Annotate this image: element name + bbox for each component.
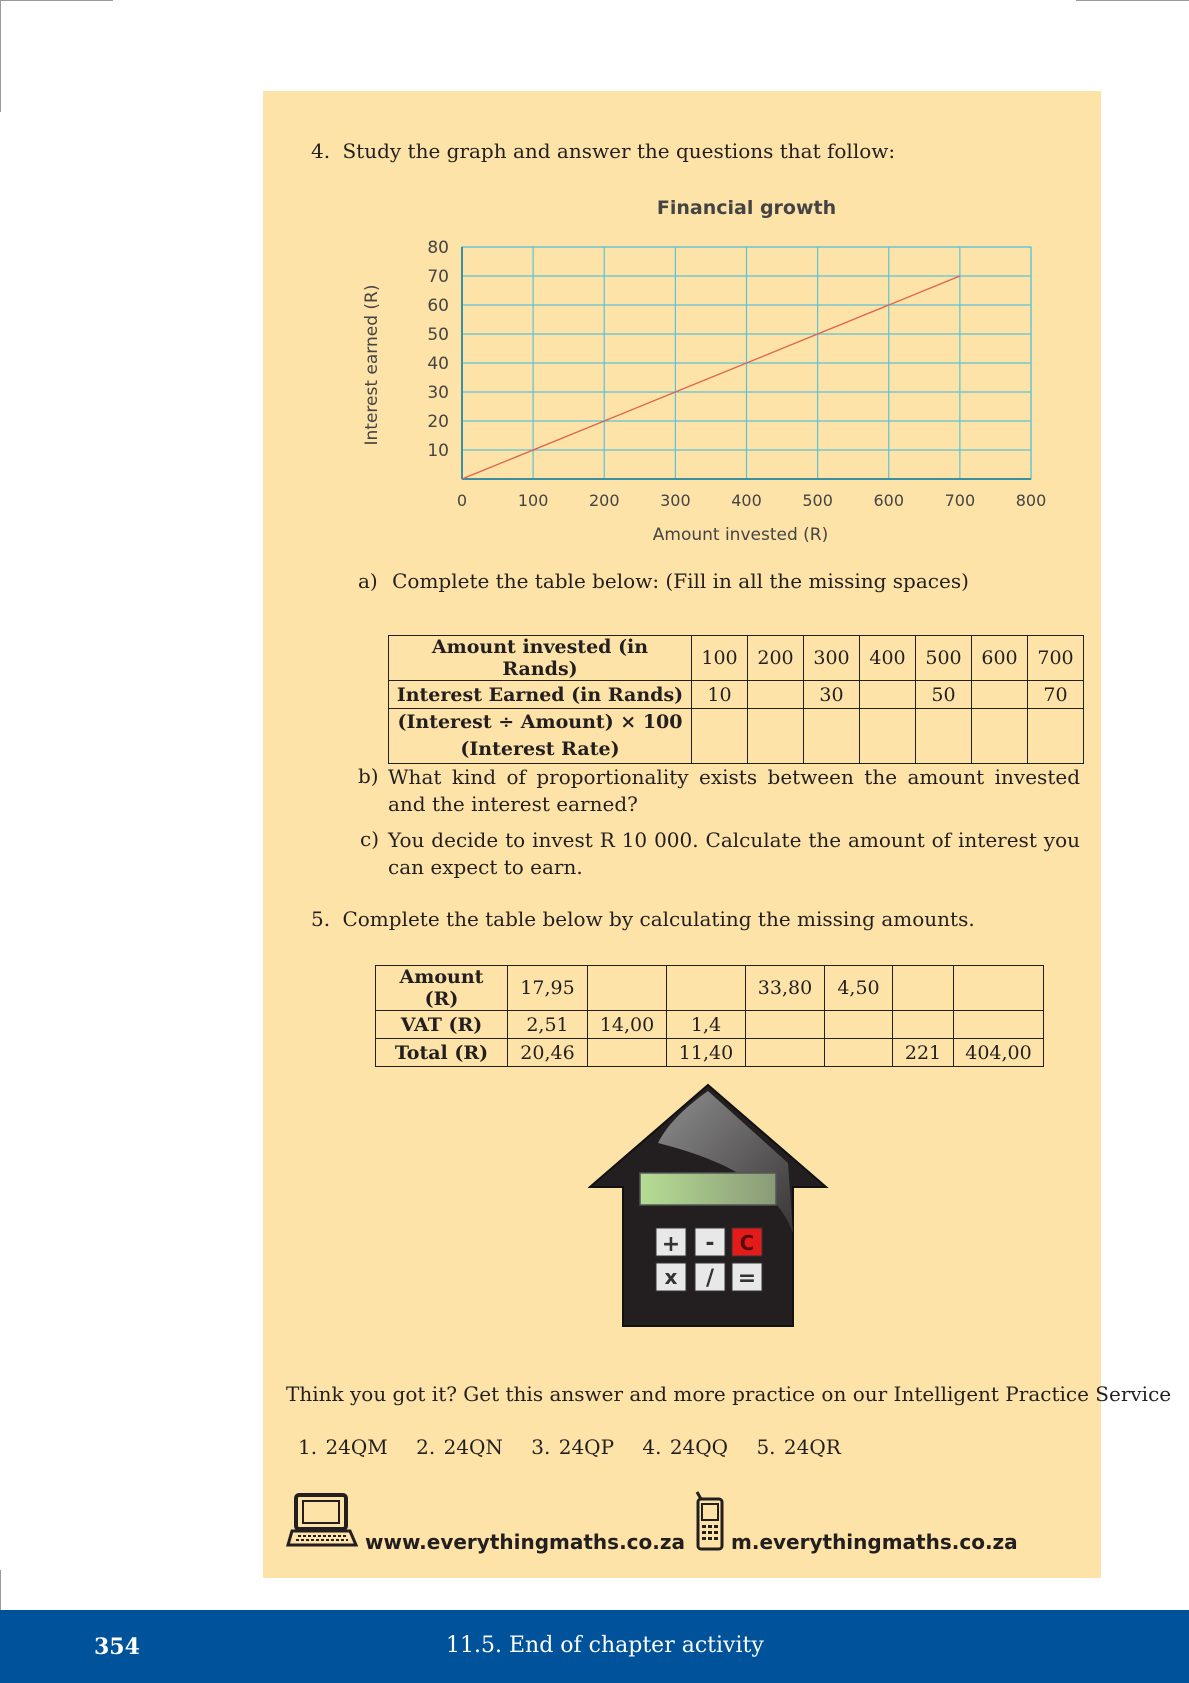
x-tick-label: 0 (456, 491, 468, 510)
x-tick-label: 500 (802, 491, 833, 510)
y-tick-label: 50 (427, 325, 449, 345)
table-cell: 100 (692, 636, 748, 681)
row-header: Amount (R) (376, 966, 508, 1011)
table-row (376, 1011, 1044, 1039)
table-cell: 200 (748, 636, 804, 681)
part-label: c) (360, 827, 380, 851)
laptop-icon (286, 1493, 358, 1549)
x-tick-label: 100 (517, 491, 549, 510)
practice-codes (298, 1435, 841, 1459)
question-number: 5. (311, 907, 331, 931)
table-cell: 11,40 (667, 1039, 746, 1067)
section-title: 11.5. End of chapter activity (446, 1633, 764, 1658)
table-cell: 404,00 (954, 1039, 1044, 1067)
y-tick-label: 70 (427, 267, 449, 287)
row-header-line: (Interest ÷ Amount) × 100 (397, 711, 683, 733)
table-cell: 4,50 (825, 966, 893, 1011)
question-number: 4. (311, 139, 331, 163)
crop-mark (0, 0, 113, 1)
x-tick-label: 600 (873, 491, 905, 510)
y-tick-label: 60 (427, 296, 449, 316)
question-5 (311, 907, 975, 931)
crop-mark (0, 0, 1, 112)
table-cell (825, 1011, 893, 1039)
x-tick-label: 300 (660, 491, 691, 510)
table-cell (972, 681, 1028, 709)
table-cell: 600 (972, 636, 1028, 681)
calc-key: / (705, 1266, 715, 1291)
table-cell: 500 (916, 636, 972, 681)
table-row (376, 966, 1044, 1011)
table-cell (748, 709, 804, 764)
crop-mark (0, 1570, 1, 1610)
practice-code: 5. 24QR (756, 1435, 841, 1459)
y-tick-label: 30 (427, 383, 449, 403)
question-4 (311, 139, 895, 163)
table-cell (1028, 709, 1084, 764)
y-tick-label: 40 (427, 354, 449, 374)
calc-key: - (705, 1231, 715, 1256)
financial-growth-chart (355, 190, 1055, 545)
part-text: What kind of proportionality exists between the amount invested and the interest earned? (388, 765, 1080, 816)
calc-key: + (661, 1232, 681, 1257)
table-cell: 221 (893, 1039, 954, 1067)
web-link[interactable]: www.everythingmaths.co.za (365, 1530, 685, 1554)
part-label: a) (358, 569, 378, 593)
row-header: Amount invested (in Rands) (389, 636, 692, 681)
x-tick-label: 800 (1015, 491, 1047, 510)
practice-text: Think you got it? Get this answer and more practice on our Intelligent Practice Service (286, 1382, 1172, 1406)
table-cell: 50 (916, 681, 972, 709)
y-tick-label: 80 (427, 238, 449, 258)
y-tick-label: 20 (427, 412, 449, 432)
part-label: b) (358, 764, 379, 788)
table-cell (746, 1011, 825, 1039)
row-header: Total (R) (376, 1039, 508, 1067)
part-b (358, 764, 1080, 818)
page-number: 354 (94, 1634, 140, 1660)
chart-title: Financial growth (656, 197, 837, 219)
row-header (389, 709, 692, 764)
question-text: Study the graph and answer the questions that follow: (342, 139, 896, 163)
table-row (389, 709, 1084, 764)
x-axis-label: Amount invested (R) (652, 525, 829, 545)
part-text: Complete the table below: (Fill in all the missing spaces) (392, 569, 969, 593)
y-tick-label: 10 (427, 441, 449, 461)
part-c (360, 827, 1080, 881)
table-cell (972, 709, 1028, 764)
table-cell (748, 681, 804, 709)
y-axis-label: Interest earned (R) (362, 284, 382, 446)
practice-code: 1. 24QM (298, 1435, 388, 1459)
vat-table (375, 965, 1044, 1067)
table-cell (588, 1039, 667, 1067)
interest-table (388, 635, 1084, 764)
table-cell: 17,95 (508, 966, 588, 1011)
table-cell (954, 1011, 1044, 1039)
part-text: You decide to invest R 10 000. Calculate the amount of interest you can expect to earn. (388, 828, 1080, 879)
part-a (358, 569, 969, 593)
table-row (389, 636, 1084, 681)
x-tick-label: 700 (944, 491, 976, 510)
calc-key: = (737, 1266, 757, 1291)
table-cell (746, 1039, 825, 1067)
row-header-line: (Interest Rate) (460, 738, 620, 760)
table-cell (860, 709, 916, 764)
table-cell (954, 966, 1044, 1011)
calculator-house-icon (588, 1083, 830, 1327)
mobile-link[interactable]: m.everythingmaths.co.za (731, 1530, 1018, 1554)
table-cell (804, 709, 860, 764)
practice-code: 3. 24QP (531, 1435, 615, 1459)
table-cell: 20,46 (508, 1039, 588, 1067)
table-cell: 30 (804, 681, 860, 709)
table-cell (860, 681, 916, 709)
x-tick-label: 400 (731, 491, 762, 510)
row-header: Interest Earned (in Rands) (389, 681, 692, 709)
series-line (462, 276, 960, 479)
mobile-phone-icon (693, 1490, 727, 1552)
table-cell: 33,80 (746, 966, 825, 1011)
practice-code: 4. 24QQ (642, 1435, 729, 1459)
table-cell (893, 966, 954, 1011)
table-cell: 70 (1028, 681, 1084, 709)
question-text: Complete the table below by calculating the missing amounts. (342, 907, 975, 931)
table-cell (588, 966, 667, 1011)
table-cell: 400 (860, 636, 916, 681)
table-cell: 1,4 (667, 1011, 746, 1039)
table-cell (692, 709, 748, 764)
table-cell: 2,51 (508, 1011, 588, 1039)
calc-key: C (739, 1231, 755, 1255)
calc-key: x (664, 1265, 678, 1289)
row-header: VAT (R) (376, 1011, 508, 1039)
table-row (389, 681, 1084, 709)
table-cell: 14,00 (588, 1011, 667, 1039)
table-cell (667, 966, 746, 1011)
crop-mark (1076, 0, 1189, 1)
table-cell (825, 1039, 893, 1067)
x-tick-label: 200 (588, 491, 620, 510)
table-cell: 300 (804, 636, 860, 681)
table-cell: 10 (692, 681, 748, 709)
page-footer (0, 1610, 1189, 1683)
table-row (376, 1039, 1044, 1067)
table-cell (893, 1011, 954, 1039)
table-cell (916, 709, 972, 764)
practice-code: 2. 24QN (416, 1435, 503, 1459)
table-cell: 700 (1028, 636, 1084, 681)
